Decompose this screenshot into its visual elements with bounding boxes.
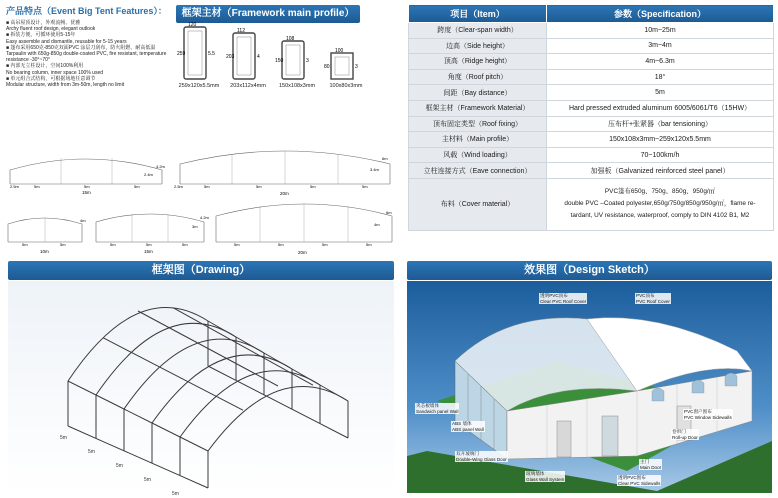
frame-arch bbox=[208, 387, 348, 451]
diagram-label: 5m bbox=[278, 242, 284, 247]
sketch-label-line: 双开玻璃门 bbox=[456, 451, 479, 456]
frame-eave bbox=[68, 381, 96, 395]
spec-row bbox=[409, 85, 774, 101]
frame-base bbox=[292, 409, 320, 423]
spec-value-cover: PVC篷布650g、750g、850g、950g/㎡ double PVC –Coated polyester,650g/750g/850g/950g/㎡，flame re- tardant, UV resistance, waterproof, comply to DIN 4102 B1, M2 bbox=[547, 178, 774, 230]
spec-key: 风载（Wind loading） bbox=[409, 147, 547, 163]
drawing-dimension: 5m bbox=[60, 435, 67, 441]
spec-key: 跨度（Clear-span width） bbox=[409, 23, 547, 39]
sketch-label-double-door bbox=[455, 451, 508, 462]
diagram-label: 5m bbox=[84, 184, 90, 189]
frame-eave bbox=[264, 353, 292, 369]
frame-base bbox=[180, 476, 208, 488]
frame-purlin bbox=[166, 326, 194, 341]
diagram-label: 5m bbox=[310, 184, 316, 189]
sketch-label-clear-side bbox=[617, 475, 661, 486]
sketch-label-window bbox=[683, 409, 733, 420]
spec-value: 加强板（Galvanized reinforced steel panel） bbox=[547, 163, 774, 179]
sketch-label-roof-clear bbox=[539, 293, 587, 304]
feature-en: Tarpaulin with 650g-850g double-coated PVC, fire resistant, temperature resistance -30°~70° bbox=[6, 51, 167, 64]
sketch-label-roof-pvc bbox=[635, 293, 671, 304]
frame-eave bbox=[320, 385, 348, 401]
frame-arch bbox=[180, 371, 320, 437]
diagram-label: 2.5m bbox=[174, 184, 183, 189]
spec-value: Hard pressed extruded aluminum 6005/6061/T6（15HW） bbox=[547, 100, 774, 116]
sketch-label-sandwich bbox=[415, 403, 459, 414]
feature-en: Easy assemble and dismantle, reusable for 5-15 years bbox=[6, 38, 127, 45]
diagram-label: 4.2m bbox=[200, 215, 209, 220]
profile-width: 112 bbox=[237, 28, 245, 34]
profile-outline bbox=[282, 41, 304, 79]
feature-zh: ■ 拆装方便，可循环使用5-15年 bbox=[6, 32, 76, 39]
diagram-label: 15m bbox=[82, 190, 91, 195]
frame-base bbox=[124, 451, 152, 463]
sketch-label-rollup bbox=[671, 429, 699, 440]
spec-row bbox=[409, 69, 774, 85]
frame-purlin bbox=[173, 308, 201, 324]
frame-arch bbox=[124, 339, 264, 409]
profile-outline bbox=[184, 27, 206, 79]
feature-zh: ■ 高吊屋顶设计，外观流畅、优雅 bbox=[6, 20, 81, 26]
sketch-label-line: PVC Window Sidewalls bbox=[684, 414, 732, 420]
frame-purlin bbox=[215, 396, 243, 411]
sketch-label-line: PVC Roof Cover bbox=[636, 298, 670, 304]
diagram-label: 5m bbox=[234, 242, 240, 247]
sketch-header: 效果图（Design Sketch） bbox=[407, 261, 772, 280]
frame-arch bbox=[96, 323, 236, 395]
frame-arch bbox=[152, 355, 292, 423]
sketch-label-line: 透明PVC围布 bbox=[618, 475, 646, 480]
frame-base bbox=[152, 463, 180, 475]
sketch-label-line: 主门 bbox=[640, 459, 650, 464]
spec-key: 框架主材（Framework Material） bbox=[409, 100, 547, 116]
frame-arch bbox=[68, 308, 208, 382]
spec-key: 间距（Bay distance） bbox=[409, 85, 547, 101]
feature-en: No bearing column, inner space 100% used bbox=[6, 69, 104, 76]
diagram-label: 6m bbox=[382, 156, 388, 161]
spec-table bbox=[408, 4, 774, 231]
diagram-label: 2.4m bbox=[144, 172, 153, 177]
spec-value: 10m~25m bbox=[547, 23, 774, 39]
frame-base bbox=[68, 426, 96, 438]
diagram-label: 5m bbox=[60, 242, 66, 247]
feature-item bbox=[6, 63, 171, 75]
diagram-label: 5m bbox=[22, 242, 28, 247]
diagram-label: 5m bbox=[204, 184, 210, 189]
sketch-label-line: Sandwich panel Wall bbox=[416, 408, 459, 414]
sketch-label-main-door bbox=[639, 459, 662, 470]
diagram-15m-a bbox=[4, 148, 169, 196]
diagram-label: 20m bbox=[280, 191, 289, 196]
frame-header: 框架主材（Framework main profile） bbox=[176, 5, 360, 23]
frame-eave bbox=[124, 409, 152, 423]
diagram-20m-a bbox=[174, 146, 396, 198]
profile-caption: 150x108x3mm bbox=[278, 83, 316, 89]
profile-height: 80 bbox=[324, 64, 330, 70]
spec-row bbox=[409, 54, 774, 70]
frame-eave bbox=[180, 437, 208, 451]
drawing-dimension: 5m bbox=[172, 491, 179, 497]
frame-purlin bbox=[285, 370, 313, 386]
profile-thickness: 4 bbox=[257, 54, 260, 60]
spec-row bbox=[409, 147, 774, 163]
spec-key: 顶高（Ridge height） bbox=[409, 54, 547, 70]
diagram-label: 10m bbox=[40, 249, 49, 254]
diagram-label: 3m bbox=[192, 224, 198, 229]
features-block bbox=[6, 4, 171, 88]
spec-key: 角度（Roof pitch） bbox=[409, 69, 547, 85]
sketch-label-line: ABS panel Wall bbox=[452, 426, 484, 432]
sketch-label-line: PVC窗户围布 bbox=[684, 409, 712, 414]
profile-outline bbox=[233, 33, 255, 79]
profile-caption: 100x80x3mm bbox=[329, 83, 363, 89]
profile-height: 259 bbox=[177, 51, 186, 57]
profiles bbox=[176, 22, 366, 100]
spec-key: 立柱连接方式（Eave connection） bbox=[409, 163, 547, 179]
profile-width: 100 bbox=[335, 48, 344, 54]
profile-width: 108 bbox=[286, 36, 295, 42]
diagram-label: 20m bbox=[298, 250, 307, 255]
frame-base bbox=[320, 424, 348, 438]
spec-row-cover bbox=[409, 178, 774, 230]
spec-row bbox=[409, 38, 774, 54]
spec-head-spec: 参数（Specification） bbox=[547, 5, 774, 23]
diagram-label: 3.4m bbox=[370, 167, 379, 172]
frame-base bbox=[208, 366, 236, 380]
frame-drawing bbox=[8, 281, 394, 497]
profile-width: 120 bbox=[188, 22, 197, 28]
spec-key: 主材料（Main profile） bbox=[409, 132, 547, 148]
diagram-label: 4m bbox=[374, 222, 380, 227]
spec-row bbox=[409, 23, 774, 39]
sketch-label-line: Clear PVC Sidewalls bbox=[618, 480, 661, 486]
diagram-label: 6m bbox=[386, 210, 392, 215]
diagram-label: 5m bbox=[322, 242, 328, 247]
sketch-label-glass-wall bbox=[525, 471, 565, 482]
profile-caption: 203x112x4mm bbox=[230, 83, 266, 89]
spec-key: 布料（Cover material） bbox=[409, 178, 547, 230]
spec-value: 18° bbox=[547, 69, 774, 85]
diagram-label: 5m bbox=[366, 242, 372, 247]
sketch-label-line: Clear PVC Roof Cover bbox=[540, 298, 587, 304]
spec-key: 顶布固定类型（Roof fixing） bbox=[409, 116, 547, 132]
diagram-label: 4m bbox=[80, 218, 86, 223]
features-title: 产品特点（Event Big Tent Features）： bbox=[6, 6, 167, 16]
diagram-label: 15m bbox=[144, 249, 153, 254]
frame-eave bbox=[292, 369, 320, 385]
diagram-label: 5m bbox=[34, 184, 40, 189]
spec-row bbox=[409, 132, 774, 148]
sketch-label-line: Roll-up Door bbox=[672, 434, 698, 440]
frame-purlin bbox=[103, 338, 131, 353]
profile-thickness: 5.5 bbox=[208, 51, 215, 57]
frame-eave bbox=[96, 395, 124, 409]
diagram-10m bbox=[4, 206, 89, 256]
drawing-dimension: 5m bbox=[88, 449, 95, 455]
diagram-label: 2.5m bbox=[10, 184, 19, 189]
spec-head-item: 项目（Item） bbox=[409, 5, 547, 23]
spec-row bbox=[409, 100, 774, 116]
spec-value: 5m bbox=[547, 85, 774, 101]
spec-value: 70~100km/h bbox=[547, 147, 774, 163]
sketch-label-line: 卷帘门 bbox=[672, 429, 686, 434]
diagram-label: 5m bbox=[146, 242, 152, 247]
diagram-label: 5m bbox=[182, 242, 188, 247]
profile-thickness: 3 bbox=[355, 64, 358, 70]
frame-base bbox=[236, 380, 264, 394]
profile-section bbox=[323, 25, 369, 100]
sketch-label-line: ABS 墙体 bbox=[452, 421, 472, 426]
features-list bbox=[6, 20, 171, 88]
drawing-header: 框架图（Drawing） bbox=[8, 261, 394, 280]
frame-purlin bbox=[159, 367, 187, 382]
profile-thickness: 3 bbox=[306, 58, 309, 64]
sketch-label-abs bbox=[451, 421, 485, 432]
profile-height: 150 bbox=[275, 58, 284, 64]
sketch-label-line: 夹芯板墙体 bbox=[416, 403, 439, 408]
tent-diagrams bbox=[4, 148, 398, 258]
diagram-15m-b bbox=[92, 204, 210, 256]
profile-height: 203 bbox=[226, 54, 235, 60]
frame-purlin bbox=[131, 352, 159, 367]
spec-value: 3m~4m bbox=[547, 38, 774, 54]
feature-en: Modular structure, width from 3m-50m, length no limit bbox=[6, 82, 125, 89]
diagram-label: 5m bbox=[256, 184, 262, 189]
feature-zh: ■ 单元组合式结构，可根据场地任意调节 bbox=[6, 75, 96, 82]
design-sketch bbox=[407, 281, 772, 493]
diagram-label: 4.2m bbox=[156, 164, 165, 169]
profile-section bbox=[225, 25, 271, 100]
sketch-label-line: Main Door bbox=[640, 464, 662, 470]
drawing-dimension: 5m bbox=[144, 477, 151, 483]
spec-value: 4m~6.3m bbox=[547, 54, 774, 70]
spec-key: 边高（Side height） bbox=[409, 38, 547, 54]
sketch-label-line: 玻璃墙体 bbox=[526, 471, 545, 476]
feature-zh: ■ 篷布采用650克-850克双面PVC 涂层刀刮布，防火阻燃、耐高低温 bbox=[6, 44, 156, 51]
frame-base bbox=[264, 395, 292, 409]
profile-section bbox=[274, 25, 320, 100]
drawing-dimension: 5m bbox=[116, 463, 123, 469]
feature-item bbox=[6, 76, 171, 88]
frame-purlin bbox=[138, 311, 166, 326]
sketch-label-line: PVC顶布 bbox=[636, 293, 655, 298]
spec-value: 150x108x3mm~259x120x5.5mm bbox=[547, 132, 774, 148]
diagram-label: 5m bbox=[110, 242, 116, 247]
diagram-label: 5m bbox=[134, 184, 140, 189]
sketch-label-line: 透明PVC顶布 bbox=[540, 293, 568, 298]
feature-zh: ■ 内部无立柱设计，空间100%利用 bbox=[6, 63, 84, 70]
profile-caption: 259x120x5.5mm bbox=[178, 83, 220, 89]
sketch-label-line: Glass Wall System bbox=[526, 476, 565, 482]
spec-row bbox=[409, 163, 774, 179]
feature-item bbox=[6, 20, 171, 32]
sketch-label-line: Double-Wing Glass Door bbox=[456, 456, 507, 462]
profile-section bbox=[176, 22, 222, 100]
frame-eave bbox=[152, 423, 180, 437]
diagram-label: 5m bbox=[362, 184, 368, 189]
frame-base bbox=[96, 438, 124, 450]
feature-item bbox=[6, 45, 171, 64]
feature-item bbox=[6, 32, 171, 44]
spec-value: 压布杆+张紧器（bar tensioning） bbox=[547, 116, 774, 132]
spec-row bbox=[409, 116, 774, 132]
frame-purlin bbox=[187, 381, 215, 396]
diagram-20m-b bbox=[212, 196, 398, 258]
feature-en: Archy fluent roof design, elegant outlook bbox=[6, 26, 96, 33]
